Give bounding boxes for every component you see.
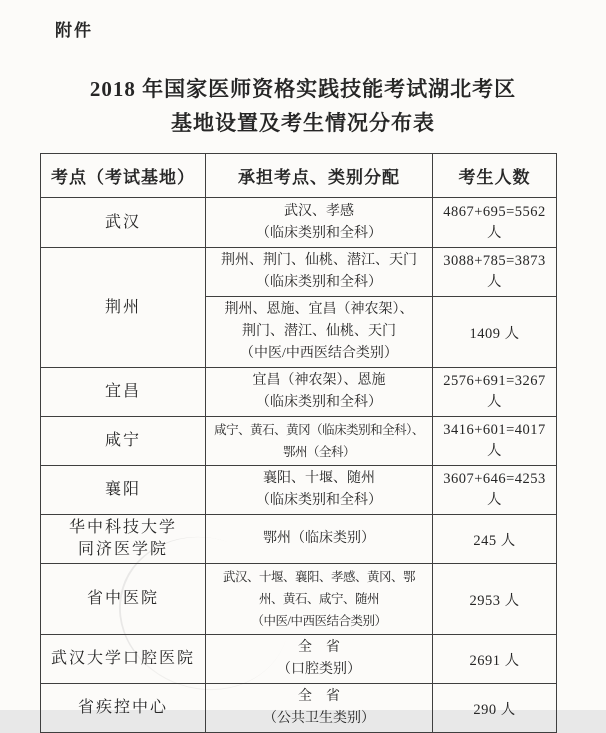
count-cell: 3416+601=4017 人 [433, 417, 557, 466]
site-name: 宜昌 [104, 383, 141, 400]
table-row [41, 417, 557, 466]
allocation-cell [206, 635, 433, 684]
table-row [41, 198, 557, 248]
table-row [41, 684, 557, 733]
count-cell: 2691 人 [433, 635, 557, 684]
table-row [41, 248, 557, 297]
site-name: 武汉 [104, 213, 141, 231]
site-name: 同济医学院 [77, 541, 168, 558]
count-cell: 1409 人 [433, 297, 557, 368]
allocation-line: 宜昌（神农架）、恩施 [252, 373, 386, 388]
allocation-line: （中医/中西医结合类别） [240, 346, 398, 361]
allocation-line: （公共卫生类别） [263, 711, 375, 726]
allocation-line: 武汉、十堰、襄阳、孝感、黄冈、鄂 [222, 570, 415, 584]
count-cell: 4867+695=5562 人 [433, 198, 557, 248]
allocation-line: 荆州、荆门、仙桃、潜江、天门 [221, 253, 417, 268]
site-name: 省疾控中心 [77, 699, 168, 716]
table-header-row [41, 154, 557, 198]
site-name: 襄阳 [104, 481, 141, 498]
title-line-2: 基地设置及考生情况分布表 [171, 111, 435, 135]
allocation-line: 全 省 [298, 689, 340, 704]
allocation-line: 襄阳、十堰、随州 [263, 471, 375, 486]
allocation-line: 荆州、恩施、宜昌（神农架）、 [224, 302, 414, 317]
allocation-line: 荆门、潜江、仙桃、天门 [242, 324, 396, 339]
site-cell [41, 368, 206, 417]
allocation-cell [206, 515, 433, 564]
table-row [41, 564, 557, 635]
table-row [41, 466, 557, 515]
header-count: 考生人数 [433, 154, 557, 198]
count-cell: 2953 人 [433, 564, 557, 635]
count-cell: 2576+691=3267 人 [433, 368, 557, 417]
site-cell [41, 564, 206, 635]
allocation-line: 全 省 [298, 640, 340, 655]
allocation-cell [206, 248, 433, 297]
site-name: 华中科技大学 [68, 519, 177, 536]
allocation-line: （口腔类别） [277, 662, 361, 677]
attachment-label: 附件 [55, 21, 93, 40]
allocation-line: （临床类别和全科） [256, 493, 382, 508]
site-cell [41, 635, 206, 684]
allocation-cell [206, 466, 433, 515]
allocation-line: 咸宁、黄石、黄冈（临床类别和全科）、 [214, 423, 424, 437]
allocation-line: 州、黄石、咸宁、随州 [258, 592, 379, 606]
site-cell [41, 466, 206, 515]
allocation-line: 鄂州（全科） [282, 445, 355, 459]
site-cell [41, 248, 206, 368]
allocation-line: 武汉、孝感 [284, 203, 354, 219]
allocation-cell [206, 417, 433, 466]
allocation-cell [206, 297, 433, 368]
allocation-line: 鄂州（临床类别） [263, 531, 375, 546]
site-cell [41, 417, 206, 466]
exam-sites-table [40, 153, 557, 733]
allocation-line: （中医/中西医结合类别） [251, 614, 387, 628]
table-row [41, 515, 557, 564]
allocation-line: （临床类别和全科） [256, 395, 382, 410]
allocation-cell [206, 564, 433, 635]
site-cell [41, 198, 206, 248]
allocation-cell [206, 368, 433, 417]
allocation-cell [206, 198, 433, 248]
count-cell: 290 人 [433, 684, 557, 733]
site-cell [41, 515, 206, 564]
table-row [41, 635, 557, 684]
site-name: 咸宁 [104, 432, 141, 449]
site-name: 荆州 [104, 298, 141, 316]
count-cell: 3607+646=4253 人 [433, 466, 557, 515]
table-row [41, 368, 557, 417]
count-cell: 245 人 [433, 515, 557, 564]
document-title [0, 72, 606, 140]
site-name: 武汉大学口腔医院 [50, 650, 195, 667]
header-allocation: 承担考点、类别分配 [206, 154, 433, 198]
count-cell: 3088+785=3873 人 [433, 248, 557, 297]
header-site: 考点（考试基地） [41, 154, 206, 198]
title-line-1: 2018 年国家医师资格实践技能考试湖北考区 [89, 77, 517, 101]
site-name: 省中医院 [86, 590, 159, 607]
site-cell [41, 684, 206, 733]
allocation-line: （临床类别和全科） [256, 225, 382, 241]
allocation-line: （临床类别和全科） [256, 275, 382, 290]
allocation-cell [206, 684, 433, 733]
